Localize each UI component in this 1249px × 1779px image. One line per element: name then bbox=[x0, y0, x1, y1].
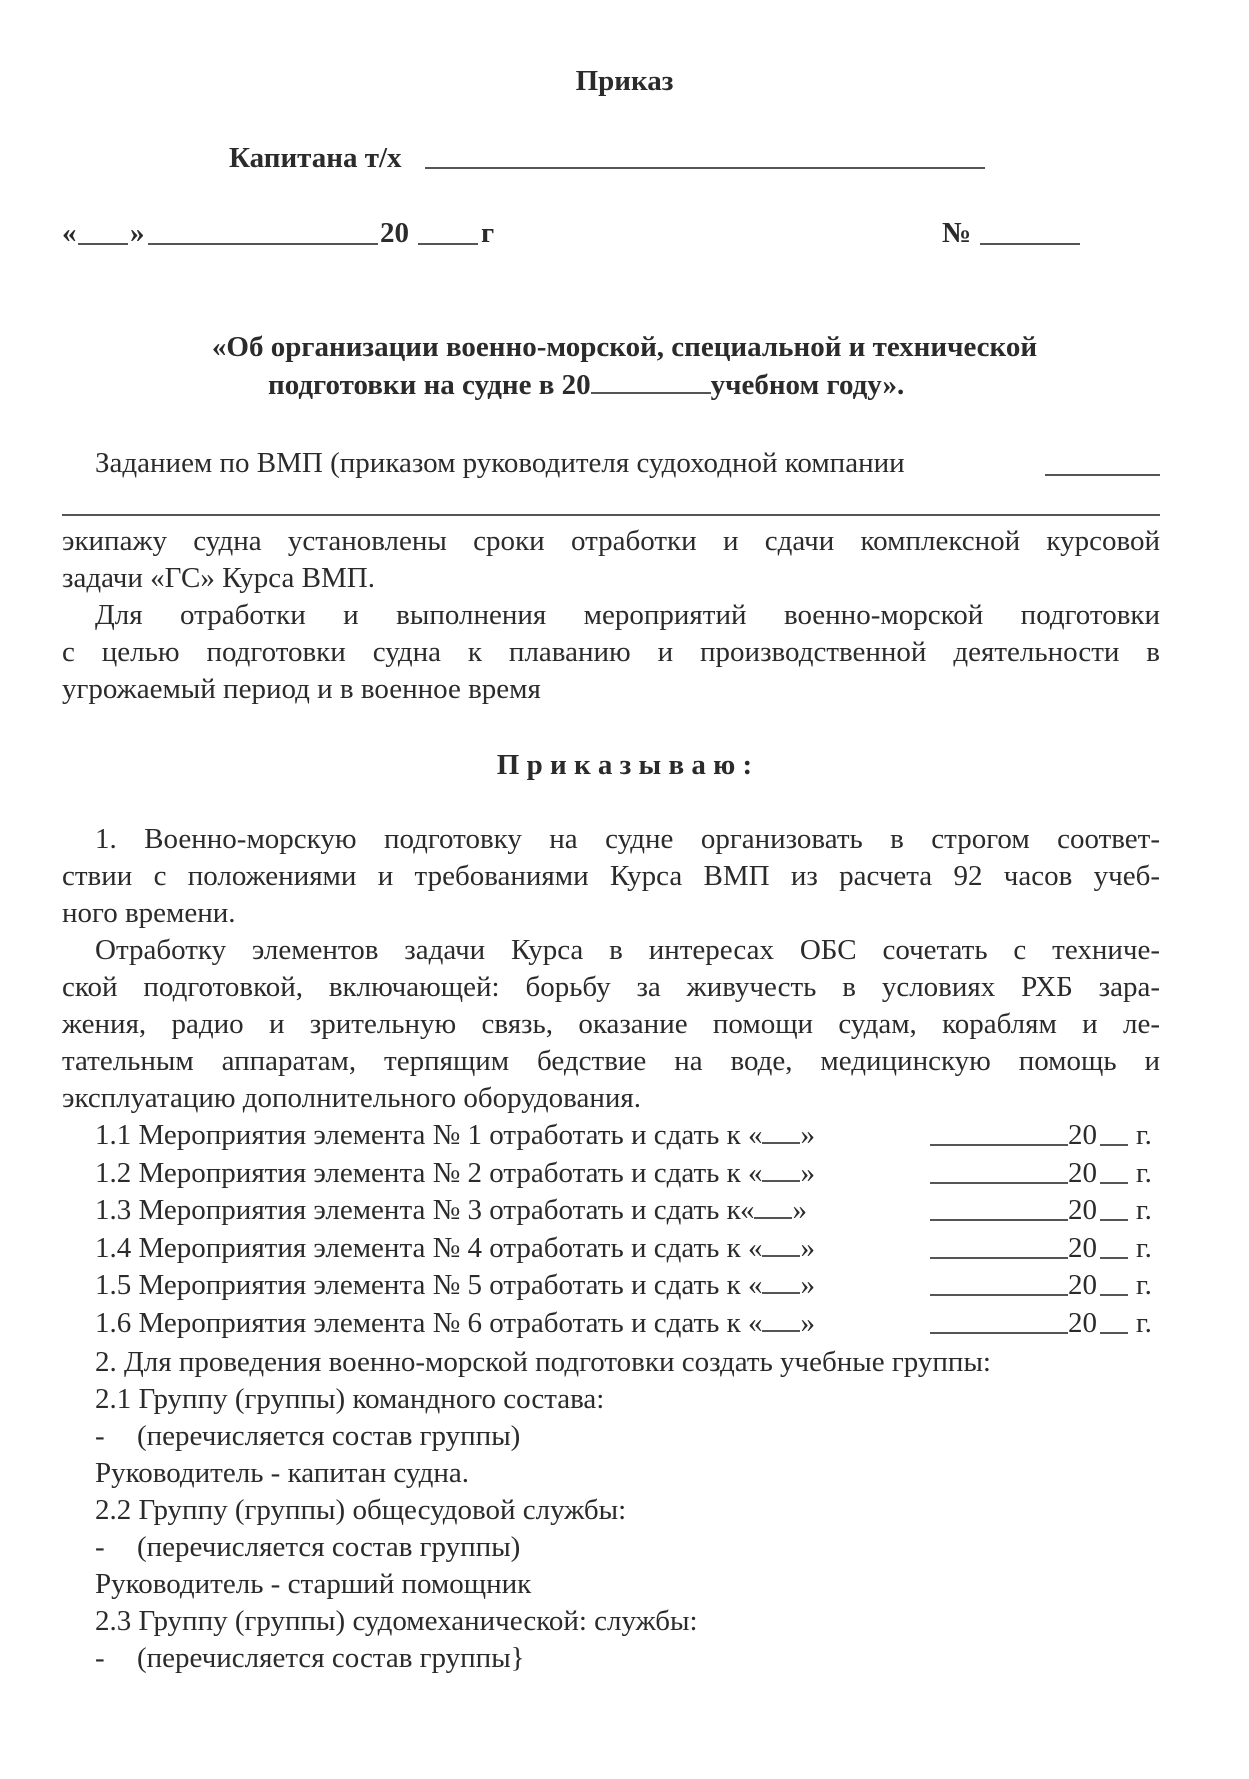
document-title: Приказ bbox=[575, 65, 674, 97]
item2-heading: 2. Для проведения военно-морской подготовки создать учебные группы: bbox=[95, 1346, 991, 1378]
year-prefix: 20 bbox=[1068, 1307, 1097, 1339]
subject-line-2 bbox=[268, 368, 904, 402]
subitem-1 bbox=[95, 1118, 815, 1152]
day-blank[interactable] bbox=[78, 243, 128, 245]
group-1-leader: Руководитель - капитан судна. bbox=[95, 1457, 469, 1489]
preamble-line-7: угрожаемый период и в военное время bbox=[62, 673, 541, 705]
group-1-members: (перечисляется состав группы) bbox=[137, 1420, 521, 1452]
year-blank[interactable] bbox=[418, 243, 478, 245]
day-blank[interactable] bbox=[762, 1118, 800, 1144]
captain-label: Капитана т/х bbox=[229, 142, 402, 174]
preamble-line-1: Заданием по ВМП (приказом руководителя судоходной компании bbox=[95, 447, 905, 479]
subitem-text: 1.1 Мероприятия элемента № 1 отработать и сдать к « bbox=[95, 1119, 763, 1151]
subject-suffix: учебном году». bbox=[710, 369, 905, 401]
month-blank[interactable] bbox=[148, 243, 378, 245]
close-quote: » bbox=[800, 1269, 815, 1301]
ship-name-blank[interactable] bbox=[425, 167, 985, 169]
year-blank[interactable] bbox=[1100, 1332, 1128, 1334]
year-suffix: г. bbox=[1136, 1307, 1152, 1339]
year-prefix: 20 bbox=[1068, 1232, 1097, 1264]
item1-para2-line-4: тательным аппаратам, терпящим бедствие на воде, медицинскую помощь и bbox=[62, 1045, 1160, 1077]
academic-year-blank[interactable] bbox=[591, 368, 711, 394]
month-blank[interactable] bbox=[930, 1144, 1068, 1146]
year-blank[interactable] bbox=[1100, 1294, 1128, 1296]
close-quote: » bbox=[800, 1157, 815, 1189]
year-suffix: г. bbox=[1136, 1119, 1152, 1151]
preamble-line-5: Для отработки и выполнения мероприятий военно-морской подготовки bbox=[95, 599, 1160, 631]
preamble-line-3: экипажу судна установлены сроки отработки и сдачи комплексной курсовой bbox=[62, 525, 1160, 557]
item1-line-2: ствии с положениями и требованиями Курса ВМП из расчета 92 часов учеб- bbox=[62, 860, 1160, 892]
subitem-text: 1.2 Мероприятия элемента № 2 отработать и сдать к « bbox=[95, 1157, 763, 1189]
date-open-quote: « bbox=[62, 217, 77, 249]
close-quote: » bbox=[800, 1119, 815, 1151]
group-1-title: 2.1 Группу (группы) командного состава: bbox=[95, 1383, 605, 1415]
subject-prefix: подготовки на судне в 20 bbox=[268, 369, 591, 401]
subitem-text: 1.4 Мероприятия элемента № 4 отработать и сдать к « bbox=[95, 1232, 763, 1264]
day-blank[interactable] bbox=[754, 1193, 792, 1219]
group-2-title: 2.2 Группу (группы) общесудовой службы: bbox=[95, 1494, 627, 1526]
preamble-line-4: задачи «ГС» Курса ВМП. bbox=[62, 562, 375, 594]
close-quote: » bbox=[792, 1194, 807, 1226]
subitem-6 bbox=[95, 1306, 815, 1340]
group-3-bullet: - bbox=[95, 1642, 105, 1674]
year-prefix: 20 bbox=[1068, 1269, 1097, 1301]
close-quote: » bbox=[800, 1232, 815, 1264]
captain-line bbox=[229, 141, 402, 175]
year-blank[interactable] bbox=[1100, 1257, 1128, 1259]
year-blank[interactable] bbox=[1100, 1219, 1128, 1221]
item1-para2-line-5: эксплуатацию дополнительного оборудования. bbox=[62, 1082, 641, 1114]
close-quote: » bbox=[800, 1307, 815, 1339]
year-blank[interactable] bbox=[1100, 1144, 1128, 1146]
group-2-members: (перечисляется состав группы) bbox=[137, 1531, 521, 1563]
group-3-members: (перечисляется состав группы} bbox=[137, 1642, 525, 1674]
year-suffix: г bbox=[481, 217, 495, 249]
year-suffix: г. bbox=[1136, 1232, 1152, 1264]
subitem-text: 1.6 Мероприятия элемента № 6 отработать и сдать к « bbox=[95, 1307, 763, 1339]
subitem-text: 1.3 Мероприятия элемента № 3 отработать и сдать к« bbox=[95, 1194, 755, 1226]
date-close-quote: » bbox=[130, 217, 145, 249]
year-prefix: 20 bbox=[1068, 1119, 1097, 1151]
subitem-2 bbox=[95, 1156, 815, 1190]
month-blank[interactable] bbox=[930, 1182, 1068, 1184]
subject-line-1: «Об организации военно-морской, специальной и технической bbox=[211, 331, 1038, 363]
day-blank[interactable] bbox=[762, 1156, 800, 1182]
subitem-5 bbox=[95, 1268, 815, 1302]
year-suffix: г. bbox=[1136, 1269, 1152, 1301]
year-suffix: г. bbox=[1136, 1194, 1152, 1226]
month-blank[interactable] bbox=[930, 1332, 1068, 1334]
subitem-3 bbox=[95, 1193, 807, 1227]
year-prefix: 20 bbox=[1068, 1157, 1097, 1189]
group-2-bullet: - bbox=[95, 1531, 105, 1563]
day-blank[interactable] bbox=[762, 1306, 800, 1332]
company-blank-2[interactable] bbox=[62, 514, 1160, 516]
item1-para2-line-1: Отработку элементов задачи Курса в интересах ОБС сочетать с техниче- bbox=[95, 934, 1160, 966]
group-2-leader: Руководитель - старший помощник bbox=[95, 1568, 532, 1600]
group-3-title: 2.3 Группу (группы) судомеханической: службы: bbox=[95, 1605, 698, 1637]
year-blank[interactable] bbox=[1100, 1182, 1128, 1184]
month-blank[interactable] bbox=[930, 1294, 1068, 1296]
subitem-text: 1.5 Мероприятия элемента № 5 отработать и сдать к « bbox=[95, 1269, 763, 1301]
month-blank[interactable] bbox=[930, 1257, 1068, 1259]
month-blank[interactable] bbox=[930, 1219, 1068, 1221]
company-blank-1[interactable] bbox=[1045, 474, 1160, 476]
item1-line-3: ного времени. bbox=[62, 897, 236, 929]
number-label: № bbox=[942, 217, 972, 249]
day-blank[interactable] bbox=[762, 1231, 800, 1257]
subitem-4 bbox=[95, 1231, 815, 1265]
preamble-line-6: с целью подготовки судна к плаванию и производственной деятельности в bbox=[62, 636, 1160, 668]
item1-para2-line-3: жения, радио и зрительную связь, оказание помощи судам, кораблям и ле- bbox=[62, 1008, 1160, 1040]
order-number-blank[interactable] bbox=[980, 243, 1080, 245]
group-1-bullet: - bbox=[95, 1420, 105, 1452]
day-blank[interactable] bbox=[762, 1268, 800, 1294]
year-prefix: 20 bbox=[380, 217, 409, 249]
item1-line-1: 1. Военно-морскую подготовку на судне организовать в строгом соответ- bbox=[95, 823, 1160, 855]
year-prefix: 20 bbox=[1068, 1194, 1097, 1226]
item1-para2-line-2: ской подготовкой, включающей: борьбу за живучесть в условиях РХБ зара- bbox=[62, 971, 1160, 1003]
order-heading: П р и к а з ы в а ю : bbox=[496, 749, 753, 781]
year-suffix: г. bbox=[1136, 1157, 1152, 1189]
